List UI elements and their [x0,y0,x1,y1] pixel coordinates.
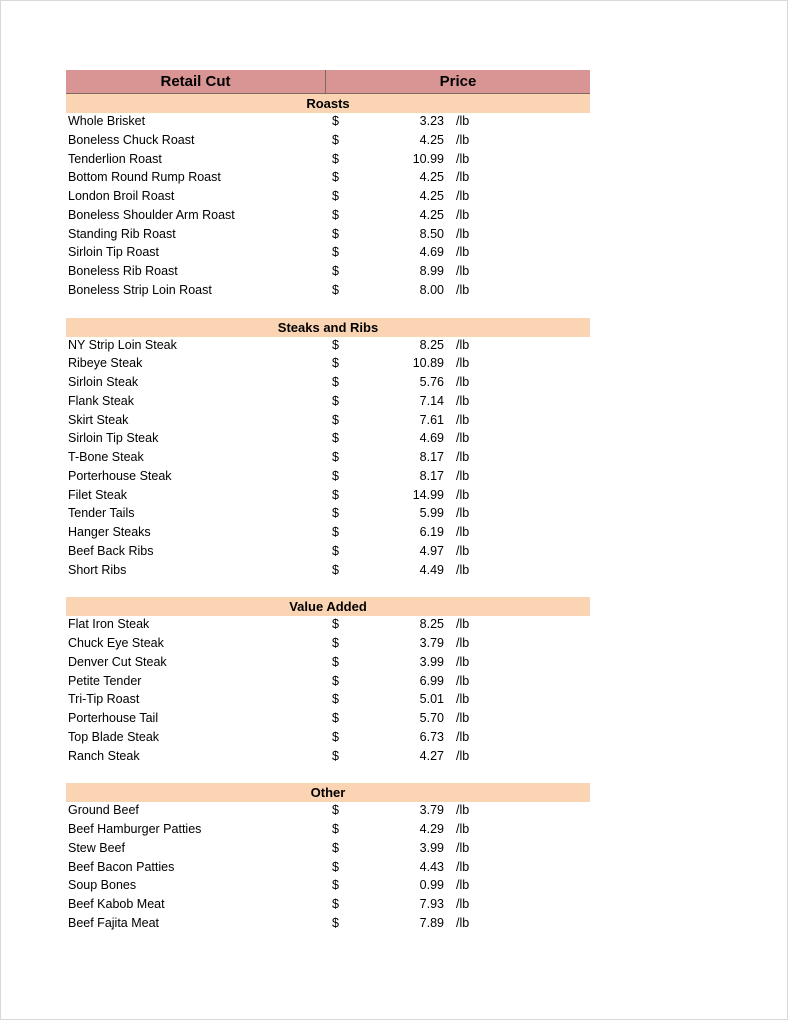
price-unit: /lb [456,617,470,632]
price-unit: /lb [456,562,470,577]
price-row [66,374,590,393]
cut-name: Ground Beef [68,803,139,818]
price-value: 4.25 [419,189,444,203]
currency-symbol: $ [332,151,339,166]
cut-name: Sirloin Tip Steak [68,431,159,446]
cut-name: T-Bone Steak [68,450,144,464]
currency-symbol: $ [332,431,339,446]
currency-symbol: $ [332,226,339,241]
price-unit: /lb [456,337,470,352]
cut-name: Top Blade Steak [68,729,160,744]
currency-symbol: $ [332,915,339,930]
price-unit: /lb [456,897,470,911]
cut-name: Hanger Steaks [68,525,151,539]
price-value: 14.99 [412,487,444,502]
section-title: Other [66,783,590,802]
price-row [66,337,590,356]
price-row [66,802,590,821]
currency-symbol: $ [332,189,339,203]
price-value: 7.93 [419,897,444,911]
price-row [66,226,590,245]
price-unit: /lb [456,915,470,930]
price-row [66,877,590,896]
cut-name: Boneless Shoulder Arm Roast [68,207,235,222]
price-value: 10.89 [412,356,444,371]
table-header [66,70,590,94]
currency-symbol: $ [332,878,339,893]
price-row [66,263,590,282]
price-value: 8.99 [419,264,444,278]
price-unit: /lb [456,264,470,278]
currency-symbol: $ [332,245,339,260]
cut-name: Porterhouse Tail [68,711,159,725]
currency-symbol: $ [332,450,339,464]
price-value: 7.14 [419,393,444,408]
cut-name: Beef Fajita Meat [68,915,160,930]
cut-name: Flat Iron Steak [68,617,150,632]
header-price: Price [439,73,477,90]
cut-name: Petite Tender [68,673,142,688]
price-value: 4.69 [419,431,444,446]
price-unit: /lb [456,412,470,427]
price-value: 3.79 [419,803,444,818]
price-value: 8.17 [419,468,444,483]
currency-symbol: $ [332,412,339,427]
price-value: 10.99 [412,151,444,166]
price-row [66,654,590,673]
section-gap [66,580,590,597]
price-unit: /lb [456,245,470,260]
price-row [66,393,590,412]
price-value: 8.17 [419,450,444,464]
price-unit: /lb [456,170,470,185]
currency-symbol: $ [332,617,339,632]
cut-name: Chuck Eye Steak [68,636,164,650]
price-value: 6.73 [419,729,444,744]
price-value: 4.25 [419,170,444,185]
cut-name: Sirloin Tip Roast [68,245,160,260]
currency-symbol: $ [332,525,339,539]
price-unit: /lb [456,748,470,763]
price-value: 7.89 [419,915,444,930]
currency-symbol: $ [332,748,339,763]
currency-symbol: $ [332,822,339,836]
price-value: 0.99 [419,878,444,893]
currency-symbol: $ [332,673,339,688]
price-value: 3.99 [419,654,444,669]
price-unit: /lb [456,692,470,707]
price-value: 8.50 [419,226,444,241]
price-value: 5.70 [419,711,444,725]
price-row [66,748,590,767]
header-retail-cut: Retail Cut [66,70,326,93]
currency-symbol: $ [332,897,339,911]
currency-symbol: $ [332,654,339,669]
price-row [66,562,590,581]
price-value: 6.19 [419,525,444,539]
price-value: 7.61 [419,412,444,427]
price-value: 5.99 [419,506,444,521]
cut-name: Whole Brisket [68,114,146,128]
cut-name: Boneless Chuck Roast [68,132,195,147]
price-unit: /lb [456,151,470,166]
currency-symbol: $ [332,264,339,278]
price-value: 4.43 [419,859,444,874]
cut-name: NY Strip Loin Steak [68,337,177,352]
price-row [66,729,590,748]
price-unit: /lb [456,673,470,688]
currency-symbol: $ [332,114,339,128]
cut-name: Ranch Steak [68,748,140,763]
price-unit: /lb [456,878,470,893]
cut-name: Skirt Steak [68,412,129,427]
currency-symbol: $ [332,207,339,222]
price-unit: /lb [456,468,470,483]
section-gap [66,766,590,783]
price-row [66,151,590,170]
price-row [66,355,590,374]
price-unit: /lb [456,226,470,241]
sections-container [66,94,590,934]
price-value: 4.25 [419,207,444,222]
cut-name: Short Ribs [68,562,127,577]
price-row [66,616,590,635]
cut-name: Beef Back Ribs [68,543,154,558]
cut-name: Tender Tails [68,506,135,521]
currency-symbol: $ [332,803,339,818]
section-title: Roasts [66,94,590,113]
price-row [66,673,590,692]
cut-name: London Broil Roast [68,189,175,203]
price-unit: /lb [456,132,470,147]
price-value: 6.99 [419,673,444,688]
price-row [66,430,590,449]
currency-symbol: $ [332,506,339,521]
price-row [66,635,590,654]
price-row [66,505,590,524]
price-value: 4.97 [419,543,444,558]
currency-symbol: $ [332,375,339,389]
cut-name: Tenderlion Roast [68,151,162,166]
cut-name: Beef Bacon Patties [68,859,175,874]
price-row [66,915,590,934]
price-row [66,543,590,562]
currency-symbol: $ [332,337,339,352]
currency-symbol: $ [332,711,339,725]
price-value: 5.76 [419,375,444,389]
cut-name: Denver Cut Steak [68,654,167,669]
price-value: 8.00 [419,282,444,297]
price-unit: /lb [456,375,470,389]
currency-symbol: $ [332,282,339,297]
currency-symbol: $ [332,393,339,408]
price-unit: /lb [456,114,470,128]
cut-name: Boneless Rib Roast [68,264,178,278]
cut-name: Beef Kabob Meat [68,897,165,911]
currency-symbol: $ [332,543,339,558]
price-row [66,524,590,543]
price-unit: /lb [456,487,470,502]
currency-symbol: $ [332,859,339,874]
price-unit: /lb [456,525,470,539]
price-unit: /lb [456,840,470,855]
section-gap [66,301,590,318]
price-unit: /lb [456,431,470,446]
price-row [66,244,590,263]
price-row [66,859,590,878]
currency-symbol: $ [332,636,339,650]
price-row [66,468,590,487]
price-row [66,113,590,132]
price-row [66,169,590,188]
price-unit: /lb [456,636,470,650]
cut-name: Tri-Tip Roast [68,692,140,707]
price-row [66,282,590,301]
currency-symbol: $ [332,132,339,147]
price-unit: /lb [456,859,470,874]
price-unit: /lb [456,356,470,371]
cut-name: Standing Rib Roast [68,226,176,241]
price-value: 3.79 [419,636,444,650]
price-unit: /lb [456,803,470,818]
currency-symbol: $ [332,692,339,707]
currency-symbol: $ [332,356,339,371]
price-unit: /lb [456,711,470,725]
price-row [66,188,590,207]
price-unit: /lb [456,282,470,297]
price-unit: /lb [456,189,470,203]
cut-name: Porterhouse Steak [68,468,172,483]
price-unit: /lb [456,729,470,744]
price-unit: /lb [456,822,470,836]
currency-symbol: $ [332,170,339,185]
cut-name: Filet Steak [68,487,128,502]
price-value: 8.25 [419,617,444,632]
cut-name: Stew Beef [68,840,125,855]
section-title: Steaks and Ribs [66,318,590,337]
price-unit: /lb [456,543,470,558]
section-title: Value Added [66,597,590,616]
price-row [66,449,590,468]
price-row [66,487,590,506]
price-value: 4.29 [419,822,444,836]
currency-symbol: $ [332,840,339,855]
currency-symbol: $ [332,729,339,744]
price-row [66,896,590,915]
price-unit: /lb [456,654,470,669]
price-sheet [66,70,590,934]
price-value: 3.23 [419,114,444,128]
price-value: 4.49 [419,562,444,577]
currency-symbol: $ [332,468,339,483]
cut-name: Bottom Round Rump Roast [68,170,221,185]
price-value: 4.25 [419,132,444,147]
cut-name: Beef Hamburger Patties [68,822,202,836]
price-row [66,821,590,840]
cut-name: Flank Steak [68,393,135,408]
price-value: 4.69 [419,245,444,260]
cut-name: Ribeye Steak [68,356,143,371]
price-value: 3.99 [419,840,444,855]
price-value: 5.01 [419,692,444,707]
price-unit: /lb [456,207,470,222]
price-row [66,412,590,431]
cut-name: Boneless Strip Loin Roast [68,282,212,297]
price-value: 8.25 [419,337,444,352]
cut-name: Soup Bones [68,878,137,893]
price-row [66,840,590,859]
price-unit: /lb [456,506,470,521]
price-row [66,132,590,151]
price-unit: /lb [456,450,470,464]
cut-name: Sirloin Steak [68,375,139,389]
currency-symbol: $ [332,487,339,502]
price-unit: /lb [456,393,470,408]
price-row [66,710,590,729]
price-value: 4.27 [419,748,444,763]
price-row [66,207,590,226]
currency-symbol: $ [332,562,339,577]
price-row [66,691,590,710]
